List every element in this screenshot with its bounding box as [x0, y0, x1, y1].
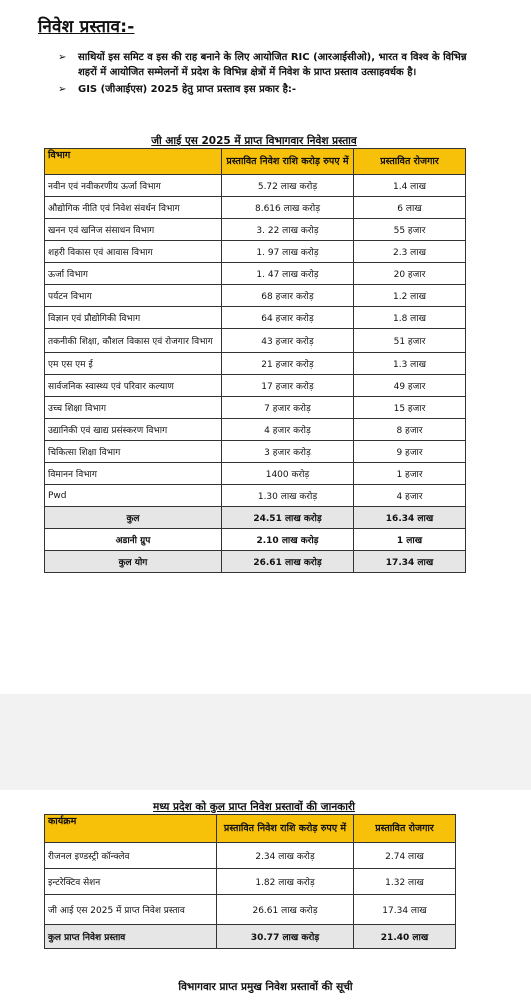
table-cell: 30.77 लाख करोड़ [217, 925, 354, 949]
column-header: प्रस्तावित निवेश राशि करोड़ रुपए में [222, 149, 354, 175]
table-cell: विमानन विभाग [45, 463, 222, 485]
table-cell: 20 हजार [354, 263, 466, 285]
table-row [45, 263, 466, 285]
arrowhead-bullet-icon: ➢ [58, 84, 67, 95]
table-cell: रीजनल इण्डस्ट्री कॉन्क्लेव [45, 843, 217, 869]
bullet-text: साथियों इस समिट व इस की राह बनाने के लिए आयोजित RIC (आरआईसीओ), भारत व विश्व के विभिन्न शहरों में आयोजित सम्मेलनों में प्रदेश के विभिन्न क्षेत्रों में निवेश के प्राप्त प्रस्ताव उत्साहवर्धक है। [78, 52, 467, 78]
table-cell: 1400 करोड़ [222, 463, 354, 485]
column-header: प्रस्तावित रोजगार [354, 149, 466, 175]
table-header-row [45, 149, 466, 175]
table-cell: 2.3 लाख [354, 241, 466, 263]
table-body [45, 843, 456, 949]
table-row [45, 869, 456, 895]
table2-caption: मध्य प्रदेश को कुल प्राप्त निवेश प्रस्तावों की जानकारी [153, 801, 355, 813]
table-row [45, 285, 466, 307]
table-cell: 16.34 लाख [354, 507, 466, 529]
page-heading: निवेश प्रस्ताव:- [38, 17, 135, 37]
table-row [45, 485, 466, 507]
footer-caption: विभागवार प्राप्त प्रमुख निवेश प्रस्तावों की सूची [178, 981, 353, 993]
table-cell: 1. 97 लाख करोड़ [222, 241, 354, 263]
table-cell: 1 हजार [354, 463, 466, 485]
table-row [45, 925, 456, 949]
table-row [45, 419, 466, 441]
table-row [45, 307, 466, 329]
table-cell: 9 हजार [354, 441, 466, 463]
bullet-text: GIS (जीआईएस) 2025 हेतु प्राप्त प्रस्ताव इस प्रकार है:- [78, 84, 297, 95]
table-cell: 1.3 लाख [354, 353, 466, 375]
table-cell: एम एस एम ई [45, 353, 222, 375]
table-cell: कुल योग [45, 551, 222, 573]
table-cell: 21 हजार करोड़ [222, 353, 354, 375]
table-header-row [45, 815, 456, 843]
table-row [45, 197, 466, 219]
table-cell: 7 हजार करोड़ [222, 397, 354, 419]
table-cell: 17 हजार करोड़ [222, 375, 354, 397]
column-header: प्रस्तावित रोजगार [354, 815, 456, 843]
table-row [45, 353, 466, 375]
table-cell: उद्यानिकी एवं खाद्य प्रसंस्करण विभाग [45, 419, 222, 441]
table-cell: 2.74 लाख [354, 843, 456, 869]
table-cell: 3 हजार करोड़ [222, 441, 354, 463]
table-cell: 51 हजार [354, 329, 466, 353]
column-header: कार्यक्रम [45, 815, 217, 843]
table-cell: नवीन एवं नवीकरणीय ऊर्जा विभाग [45, 175, 222, 197]
table-cell: 2.34 लाख करोड़ [217, 843, 354, 869]
table-row [45, 441, 466, 463]
table-cell: 4 हजार [354, 485, 466, 507]
table-cell: 17.34 लाख [354, 551, 466, 573]
table-cell: 68 हजार करोड़ [222, 285, 354, 307]
table-cell: 64 हजार करोड़ [222, 307, 354, 329]
table-cell: 17.34 लाख [354, 895, 456, 925]
bullet-list [58, 50, 478, 99]
table-row [45, 329, 466, 353]
table-cell: 1.32 लाख [354, 869, 456, 895]
table-row [45, 463, 466, 485]
table-cell: अडानी ग्रुप [45, 529, 222, 551]
table-cell: 26.61 लाख करोड़ [217, 895, 354, 925]
table-cell: 8.616 लाख करोड़ [222, 197, 354, 219]
table1-caption: जी आई एस 2025 में प्राप्त विभागवार निवेश प्रस्ताव [151, 135, 357, 147]
table-cell: 1.2 लाख [354, 285, 466, 307]
table-cell: कुल प्राप्त निवेश प्रस्ताव [45, 925, 217, 949]
table-cell: शहरी विकास एवं आवास विभाग [45, 241, 222, 263]
table-cell: 3. 22 लाख करोड़ [222, 219, 354, 241]
table-cell: 43 हजार करोड़ [222, 329, 354, 353]
table-cell: 21.40 लाख [354, 925, 456, 949]
table-cell: कुल [45, 507, 222, 529]
column-header: विभाग [45, 149, 222, 175]
table-cell: 5.72 लाख करोड़ [222, 175, 354, 197]
table-row [45, 843, 456, 869]
table-cell: सार्वजनिक स्वास्थ्य एवं परिवार कल्याण [45, 375, 222, 397]
table-cell: 26.61 लाख करोड़ [222, 551, 354, 573]
table-cell: विज्ञान एवं प्रौद्योगिकी विभाग [45, 307, 222, 329]
table-cell: इन्टरेक्टिव सेशन [45, 869, 217, 895]
table-cell: 1.30 लाख करोड़ [222, 485, 354, 507]
table-row [45, 175, 466, 197]
table-cell: 1 लाख [354, 529, 466, 551]
table-row [45, 507, 466, 529]
table-cell: पर्यटन विभाग [45, 285, 222, 307]
table-cell: 1. 47 लाख करोड़ [222, 263, 354, 285]
table-row [45, 529, 466, 551]
table-cell: 15 हजार [354, 397, 466, 419]
bullet-item [58, 50, 478, 80]
arrowhead-bullet-icon: ➢ [58, 52, 67, 63]
table-cell: 8 हजार [354, 419, 466, 441]
table-cell: तकनीकी शिक्षा, कौशल विकास एवं रोजगार विभाग [45, 329, 222, 353]
table-cell: जी आई एस 2025 में प्राप्त निवेश प्रस्ताव [45, 895, 217, 925]
document-page-2 [0, 790, 531, 1005]
table-cell: 49 हजार [354, 375, 466, 397]
table-row [45, 895, 456, 925]
table-cell: औद्योगिक नीति एवं निवेश संवर्धन विभाग [45, 197, 222, 219]
table-cell: ऊर्जा विभाग [45, 263, 222, 285]
table-body [45, 175, 466, 573]
table-cell: 24.51 लाख करोड़ [222, 507, 354, 529]
table-cell: 1.4 लाख [354, 175, 466, 197]
table-cell: 6 लाख [354, 197, 466, 219]
department-investment-table [44, 148, 466, 573]
bullet-item [58, 82, 478, 97]
table-cell: 1.82 लाख करोड़ [217, 869, 354, 895]
page-gap [0, 694, 531, 790]
column-header: प्रस्तावित निवेश राशि करोड़ रुपए में [217, 815, 354, 843]
table-cell: उच्च शिक्षा विभाग [45, 397, 222, 419]
table-cell: चिकित्सा शिक्षा विभाग [45, 441, 222, 463]
table-cell: Pwd [45, 485, 222, 507]
table-row [45, 397, 466, 419]
table-cell: 4 हजार करोड़ [222, 419, 354, 441]
state-investment-table [44, 814, 456, 949]
table-row [45, 241, 466, 263]
table-cell: 1.8 लाख [354, 307, 466, 329]
table-cell: 2.10 लाख करोड़ [222, 529, 354, 551]
table-row [45, 551, 466, 573]
table-cell: खनन एवं खनिज संसाधन विभाग [45, 219, 222, 241]
table-cell: 55 हजार [354, 219, 466, 241]
table-row [45, 375, 466, 397]
table-row [45, 219, 466, 241]
